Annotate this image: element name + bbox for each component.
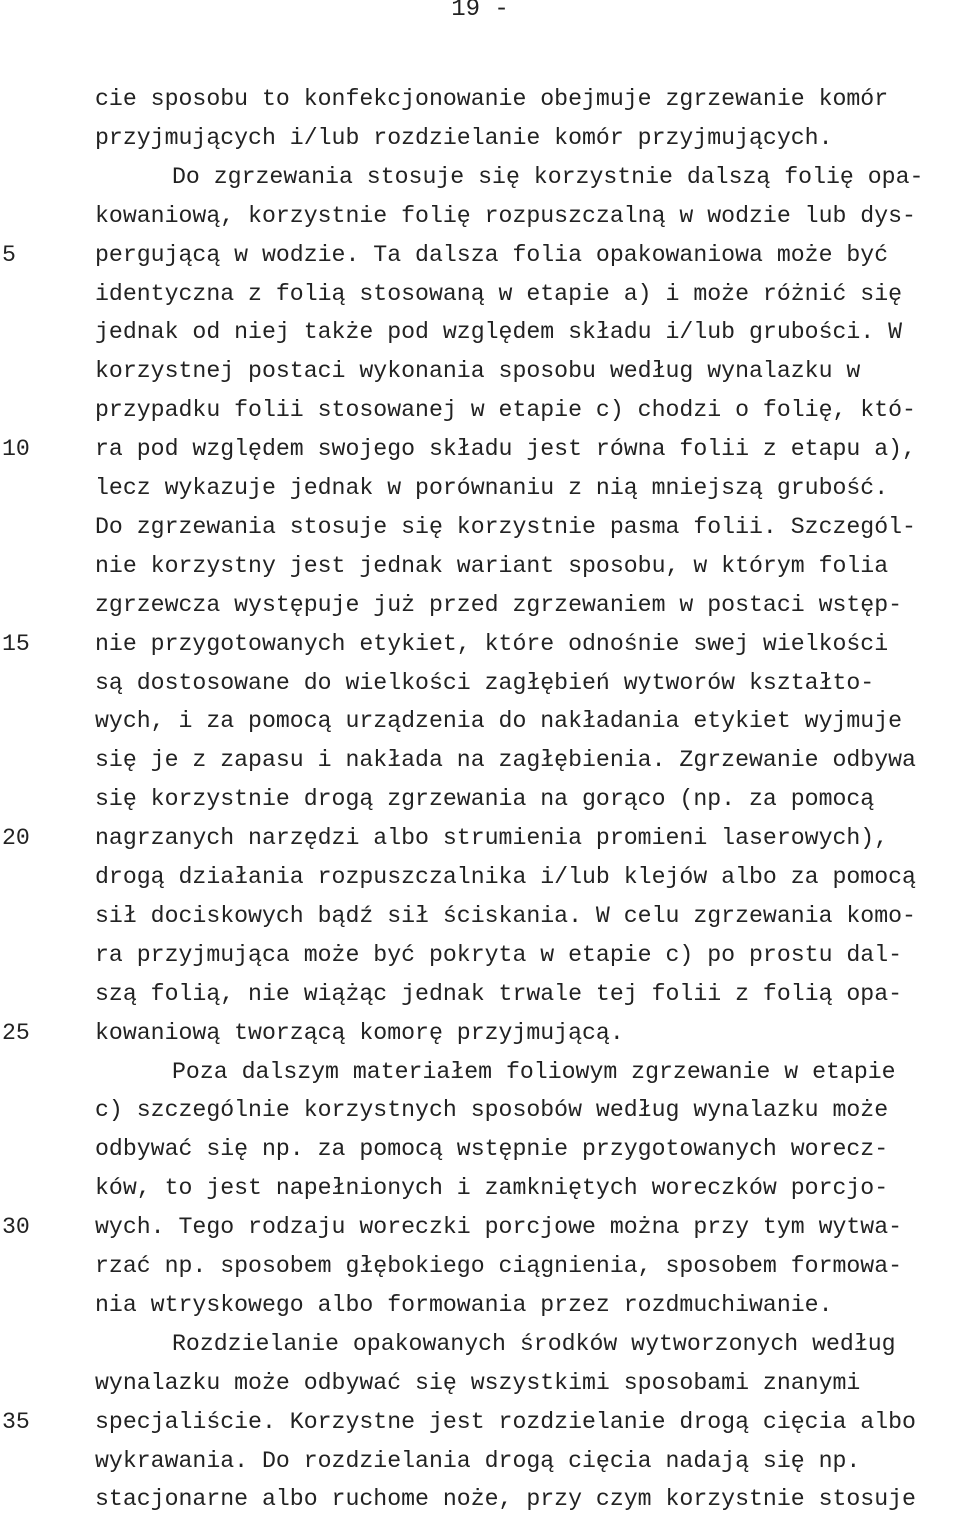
text-line: Poza dalszym materiałem foliowym zgrzewanie w etapie: [172, 1058, 896, 1085]
text-line: się korzystnie drogą zgrzewania na gorąco (np. za pomocą: [95, 786, 875, 813]
text-line: Do zgrzewania stosuje się korzystnie dalszą folię opa-: [172, 163, 924, 190]
text-line: przyjmujących i/lub rozdzielanie komór przyjmujących.: [95, 124, 833, 151]
text-line: zgrzewcza występuje już przed zgrzewaniem w postaci wstęp-: [95, 591, 903, 618]
text-line: odbywać się np. za pomocą wstępnie przygotowanych worecz-: [95, 1136, 889, 1163]
text-line: kowaniową tworzącą komorę przyjmującą.: [95, 1019, 624, 1046]
margin-line-number: 5: [2, 241, 16, 268]
text-line: c) szczególnie korzystnych sposobów według wynalazku może: [95, 1097, 889, 1124]
margin-line-number: 25: [2, 1019, 30, 1046]
text-line: się je z zapasu i nakłada na zagłębienia. Zgrzewanie odbywa: [95, 747, 916, 774]
text-line: są dostosowane do wielkości zagłębień wytworów kształto-: [95, 669, 875, 696]
text-line: cie sposobu to konfekcjonowanie obejmuje zgrzewanie komór: [95, 86, 889, 112]
text-line: lecz wykazuje jednak w porównaniu z nią mniejszą grubość.: [95, 475, 889, 501]
text-line: szą folią, nie wiążąc jednak trwale tej folii z folią opa-: [95, 980, 903, 1007]
margin-line-number: 30: [2, 1214, 30, 1241]
margin-line-number: 35: [2, 1408, 30, 1435]
text-line: ków, to jest napełnionych i zamkniętych woreczków porcjo-: [95, 1175, 889, 1202]
text-line: drogą działania rozpuszczalnika i/lub klejów albo za pomocą: [95, 864, 916, 890]
text-line: nie korzystny jest jednak wariant sposobu, w którym folia: [95, 552, 889, 579]
text-line: Rozdzielanie opakowanych środków wytworzonych według: [172, 1330, 896, 1357]
text-line: nia wtryskowego albo formowania przez rozdmuchiwanie.: [95, 1291, 833, 1318]
text-line: wych. Tego rodzaju woreczki porcjowe można przy tym wytwa-: [95, 1214, 903, 1241]
text-line: specjaliście. Korzystne jest rozdzielanie drogą cięcia albo: [95, 1408, 916, 1435]
text-line: nie przygotowanych etykiet, które odnośnie swej wielkości: [95, 630, 889, 657]
text-line: kowaniową, korzystnie folię rozpuszczalną w wodzie lub dys-: [95, 202, 916, 229]
text-line: wykrawania. Do rozdzielania drogą cięcia nadają się np.: [95, 1447, 861, 1474]
text-line: ra przyjmująca może być pokryta w etapie c) po prostu dal-: [95, 941, 903, 968]
text-line: wynalazku może odbywać się wszystkimi sposobami znanymi: [95, 1369, 861, 1396]
text-line: nagrzanych narzędzi albo strumienia promieni laserowych),: [95, 825, 889, 852]
text-line: rzać np. sposobem głębokiego ciągnienia, sposobem formowa-: [95, 1253, 903, 1279]
text-line: wych, i za pomocą urządzenia do nakładania etykiet wyjmuje: [95, 708, 903, 735]
margin-line-number: 10: [2, 436, 30, 463]
text-line: stacjonarne albo ruchome noże, przy czym korzystnie stosuje: [95, 1486, 916, 1513]
margin-line-number: 15: [2, 630, 30, 657]
text-line: jednak od niej także pod względem składu i/lub grubości. W: [95, 319, 903, 346]
page-number: 19 -: [451, 0, 509, 23]
text-line: korzystnej postaci wykonania sposobu według wynalazku w: [95, 358, 861, 385]
text-line: przypadku folii stosowanej w etapie c) chodzi o folię, któ-: [95, 397, 916, 424]
text-line: identyczna z folią stosowaną w etapie a) i może różnić się: [95, 280, 903, 307]
margin-line-number: 20: [2, 825, 30, 852]
text-line: ra pod względem swojego składu jest równa folii z etapu a),: [95, 436, 916, 463]
text-line: sił dociskowych bądź sił ściskania. W celu zgrzewania komo-: [95, 902, 916, 929]
text-line: pergującą w wodzie. Ta dalsza folia opakowaniowa może być: [95, 241, 889, 268]
text-line: Do zgrzewania stosuje się korzystnie pasma folii. Szczegól-: [95, 513, 916, 540]
